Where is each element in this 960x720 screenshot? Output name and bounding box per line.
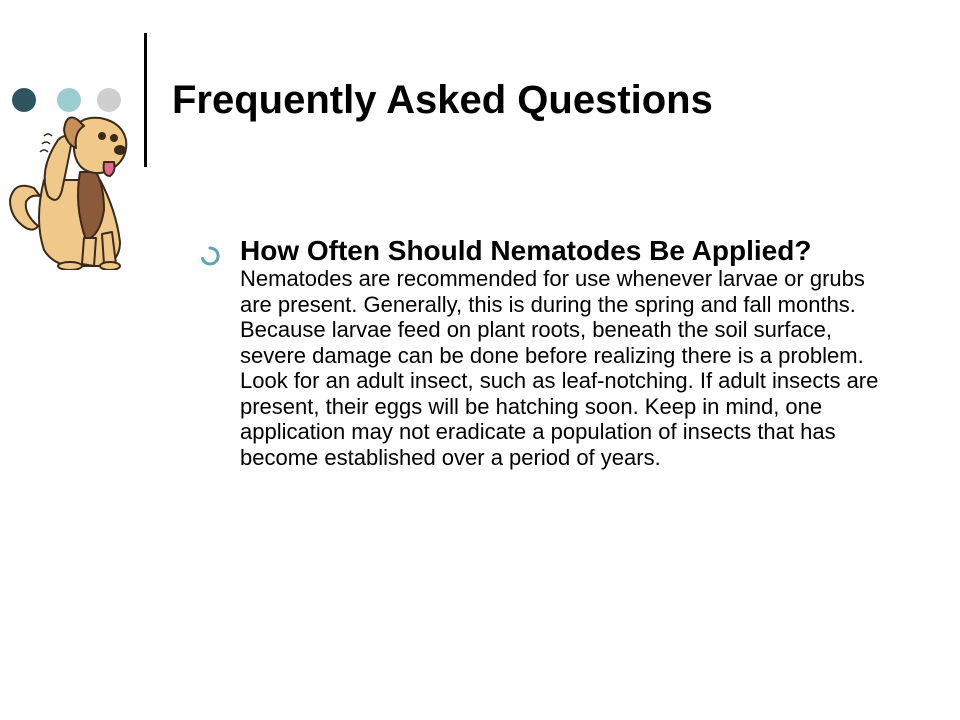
title-divider-line [144, 33, 147, 167]
circle-bullet-icon [200, 246, 220, 266]
dark-teal-dot [12, 88, 36, 112]
scratching-dog-illustration [4, 110, 134, 270]
faq-content [240, 236, 880, 470]
slide-title: Frequently Asked Questions [172, 78, 713, 122]
gray-dot [97, 88, 121, 112]
light-teal-dot [57, 88, 81, 112]
answer-text: Nematodes are recommended for use whenever larvae or grubs are present. Generally, this is during the spring and fall months. Because larvae feed on plant roots, beneath the soil surface, severe damage can be done before realizing there is a problem. Look for an adult insect, such as leaf-notching. If adult insects are present, their eggs will be hatching soon. Keep in mind, one application may not eradicate a population of insects that has become established over a period of years. [240, 266, 879, 470]
question-heading: How Often Should Nematodes Be Applied? [240, 235, 812, 266]
